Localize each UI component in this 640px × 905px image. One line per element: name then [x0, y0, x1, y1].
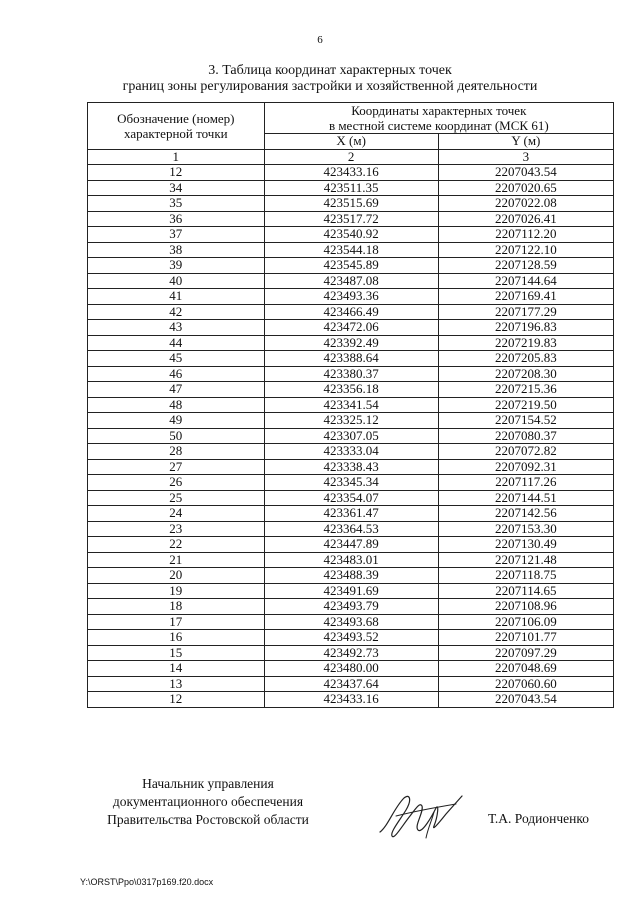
table-row — [88, 630, 614, 646]
y-coordinate-cell: 2207208.30 — [438, 366, 613, 382]
point-number-cell: 18 — [88, 599, 265, 615]
y-coordinate-cell: 2207117.26 — [438, 475, 613, 491]
y-coordinate-cell: 2207153.30 — [438, 521, 613, 537]
table-row — [88, 320, 614, 336]
x-coordinate-cell: 423491.69 — [264, 583, 438, 599]
point-number-cell: 26 — [88, 475, 265, 491]
x-coordinate-cell: 423493.79 — [264, 599, 438, 615]
x-coordinate-cell: 423437.64 — [264, 676, 438, 692]
y-coordinate-cell: 2207122.10 — [438, 242, 613, 258]
point-number-cell: 46 — [88, 366, 265, 382]
point-number-cell: 41 — [88, 289, 265, 305]
y-coordinate-cell: 2207177.29 — [438, 304, 613, 320]
table-row — [88, 196, 614, 212]
table-row — [88, 397, 614, 413]
point-number-cell: 23 — [88, 521, 265, 537]
y-coordinate-cell: 2207106.09 — [438, 614, 613, 630]
point-number-cell: 50 — [88, 428, 265, 444]
table-row — [88, 568, 614, 584]
point-number-cell: 16 — [88, 630, 265, 646]
y-coordinate-cell: 2207144.64 — [438, 273, 613, 289]
y-coordinate-cell: 2207101.77 — [438, 630, 613, 646]
point-number-cell: 39 — [88, 258, 265, 274]
table-row — [88, 475, 614, 491]
signer-position-line-1: Начальник управления — [142, 776, 274, 791]
x-coordinate-cell: 423517.72 — [264, 211, 438, 227]
point-number-cell: 14 — [88, 661, 265, 677]
x-coordinate-cell: 423392.49 — [264, 335, 438, 351]
title-line-1: 3. Таблица координат характерных точек — [208, 63, 452, 78]
signer-position-line-2: документационного обеспечения — [112, 794, 304, 809]
point-number-cell: 25 — [88, 490, 265, 506]
header-coordinates-line-2: в местной системе координат (МСК 61) — [328, 118, 549, 133]
y-coordinate-cell: 2207080.37 — [438, 428, 613, 444]
y-coordinate-cell: 2207026.41 — [438, 211, 613, 227]
point-number-cell: 40 — [88, 273, 265, 289]
table-row — [88, 661, 614, 677]
table-row — [88, 351, 614, 367]
y-coordinate-cell: 2207219.83 — [438, 335, 613, 351]
y-coordinate-cell: 2207205.83 — [438, 351, 613, 367]
header-coordinates — [264, 103, 613, 134]
y-coordinate-cell: 2207112.20 — [438, 227, 613, 243]
y-coordinate-cell: 2207043.54 — [438, 692, 613, 708]
table-row — [88, 645, 614, 661]
point-number-cell: 35 — [88, 196, 265, 212]
x-coordinate-cell: 423325.12 — [264, 413, 438, 429]
point-number-cell: 19 — [88, 583, 265, 599]
document-title — [40, 63, 620, 95]
x-coordinate-cell: 423493.68 — [264, 614, 438, 630]
x-coordinate-cell: 423472.06 — [264, 320, 438, 336]
point-number-cell: 45 — [88, 351, 265, 367]
y-coordinate-cell: 2207118.75 — [438, 568, 613, 584]
table-row — [88, 692, 614, 708]
x-coordinate-cell: 423515.69 — [264, 196, 438, 212]
point-number-cell: 15 — [88, 645, 265, 661]
point-number-cell: 12 — [88, 692, 265, 708]
x-coordinate-cell: 423466.49 — [264, 304, 438, 320]
y-coordinate-cell: 2207114.65 — [438, 583, 613, 599]
x-coordinate-cell: 423354.07 — [264, 490, 438, 506]
y-coordinate-cell: 2207043.54 — [438, 165, 613, 181]
table-row — [88, 242, 614, 258]
signer-position-line-3: Правительства Ростовской области — [107, 812, 309, 827]
x-coordinate-cell: 423361.47 — [264, 506, 438, 522]
x-coordinate-cell: 423480.00 — [264, 661, 438, 677]
point-number-cell: 20 — [88, 568, 265, 584]
point-number-cell: 47 — [88, 382, 265, 398]
point-number-cell: 13 — [88, 676, 265, 692]
y-coordinate-cell: 2207072.82 — [438, 444, 613, 460]
point-number-cell: 27 — [88, 459, 265, 475]
table-row — [88, 428, 614, 444]
header-point-designation — [88, 103, 265, 150]
y-coordinate-cell: 2207092.31 — [438, 459, 613, 475]
y-coordinate-cell: 2207060.60 — [438, 676, 613, 692]
y-coordinate-cell: 2207169.41 — [438, 289, 613, 305]
x-coordinate-cell: 423345.34 — [264, 475, 438, 491]
point-number-cell: 38 — [88, 242, 265, 258]
point-number-cell: 12 — [88, 165, 265, 181]
x-coordinate-cell: 423492.73 — [264, 645, 438, 661]
point-number-cell: 28 — [88, 444, 265, 460]
y-coordinate-cell: 2207196.83 — [438, 320, 613, 336]
y-coordinate-cell: 2207154.52 — [438, 413, 613, 429]
table-row — [88, 366, 614, 382]
y-coordinate-cell: 2207020.65 — [438, 180, 613, 196]
y-coordinate-cell: 2207108.96 — [438, 599, 613, 615]
x-coordinate-cell: 423307.05 — [264, 428, 438, 444]
table-row — [88, 676, 614, 692]
column-number-1: 1 — [88, 149, 265, 165]
table-row — [88, 583, 614, 599]
signer-name: Т.А. Родионченко — [488, 811, 589, 826]
point-number-cell: 48 — [88, 397, 265, 413]
point-number-cell: 37 — [88, 227, 265, 243]
header-x: X (м) — [264, 134, 438, 150]
table-row — [88, 304, 614, 320]
x-coordinate-cell: 423341.54 — [264, 397, 438, 413]
y-coordinate-cell: 2207048.69 — [438, 661, 613, 677]
x-coordinate-cell: 423364.53 — [264, 521, 438, 537]
point-number-cell: 17 — [88, 614, 265, 630]
table-row — [88, 614, 614, 630]
point-number-cell: 22 — [88, 537, 265, 553]
header-y: Y (м) — [438, 134, 613, 150]
table-row — [88, 413, 614, 429]
table-row — [88, 165, 614, 181]
table-row — [88, 599, 614, 615]
x-coordinate-cell: 423545.89 — [264, 258, 438, 274]
table-row — [88, 180, 614, 196]
header-point-text: Обозначение (номер) характерной точки — [117, 110, 235, 141]
point-number-cell: 49 — [88, 413, 265, 429]
x-coordinate-cell: 423338.43 — [264, 459, 438, 475]
page-number: 6 — [317, 34, 323, 46]
table-row — [88, 273, 614, 289]
y-coordinate-cell: 2207022.08 — [438, 196, 613, 212]
table-row — [88, 258, 614, 274]
table-row — [88, 444, 614, 460]
header-coordinates-line-1: Координаты характерных точек — [351, 103, 527, 118]
table-row — [88, 227, 614, 243]
handwritten-signature — [376, 786, 466, 846]
point-number-cell: 44 — [88, 335, 265, 351]
coordinates-table — [87, 102, 614, 708]
file-path-footer: Y:\ORST\Ppo\0317p169.f20.docx — [80, 877, 214, 887]
column-number-2: 2 — [264, 149, 438, 165]
y-coordinate-cell: 2207128.59 — [438, 258, 613, 274]
point-number-cell: 36 — [88, 211, 265, 227]
y-coordinate-cell: 2207130.49 — [438, 537, 613, 553]
table-row — [88, 382, 614, 398]
x-coordinate-cell: 423544.18 — [264, 242, 438, 258]
x-coordinate-cell: 423511.35 — [264, 180, 438, 196]
table-row — [88, 459, 614, 475]
y-coordinate-cell: 2207097.29 — [438, 645, 613, 661]
point-number-cell: 24 — [88, 506, 265, 522]
x-coordinate-cell: 423380.37 — [264, 366, 438, 382]
y-coordinate-cell: 2207142.56 — [438, 506, 613, 522]
x-coordinate-cell: 423447.89 — [264, 537, 438, 553]
table-row — [88, 537, 614, 553]
y-coordinate-cell: 2207215.36 — [438, 382, 613, 398]
table-row — [88, 552, 614, 568]
table-row — [88, 490, 614, 506]
table-row — [88, 211, 614, 227]
x-coordinate-cell: 423493.52 — [264, 630, 438, 646]
point-number-cell: 34 — [88, 180, 265, 196]
y-coordinate-cell: 2207219.50 — [438, 397, 613, 413]
x-coordinate-cell: 423487.08 — [264, 273, 438, 289]
x-coordinate-cell: 423333.04 — [264, 444, 438, 460]
point-number-cell: 43 — [88, 320, 265, 336]
table-row — [88, 289, 614, 305]
x-coordinate-cell: 423356.18 — [264, 382, 438, 398]
table-row — [88, 506, 614, 522]
x-coordinate-cell: 423488.39 — [264, 568, 438, 584]
title-line-2: границ зоны регулирования застройки и хозяйственной деятельности — [122, 79, 538, 94]
x-coordinate-cell: 423433.16 — [264, 692, 438, 708]
x-coordinate-cell: 423493.36 — [264, 289, 438, 305]
x-coordinate-cell: 423540.92 — [264, 227, 438, 243]
x-coordinate-cell: 423388.64 — [264, 351, 438, 367]
point-number-cell: 21 — [88, 552, 265, 568]
point-number-cell: 42 — [88, 304, 265, 320]
y-coordinate-cell: 2207144.51 — [438, 490, 613, 506]
column-number-3: 3 — [438, 149, 613, 165]
x-coordinate-cell: 423483.01 — [264, 552, 438, 568]
table-row — [88, 335, 614, 351]
x-coordinate-cell: 423433.16 — [264, 165, 438, 181]
signature-title-block — [88, 775, 328, 829]
table-body — [88, 165, 614, 708]
table-row — [88, 521, 614, 537]
y-coordinate-cell: 2207121.48 — [438, 552, 613, 568]
